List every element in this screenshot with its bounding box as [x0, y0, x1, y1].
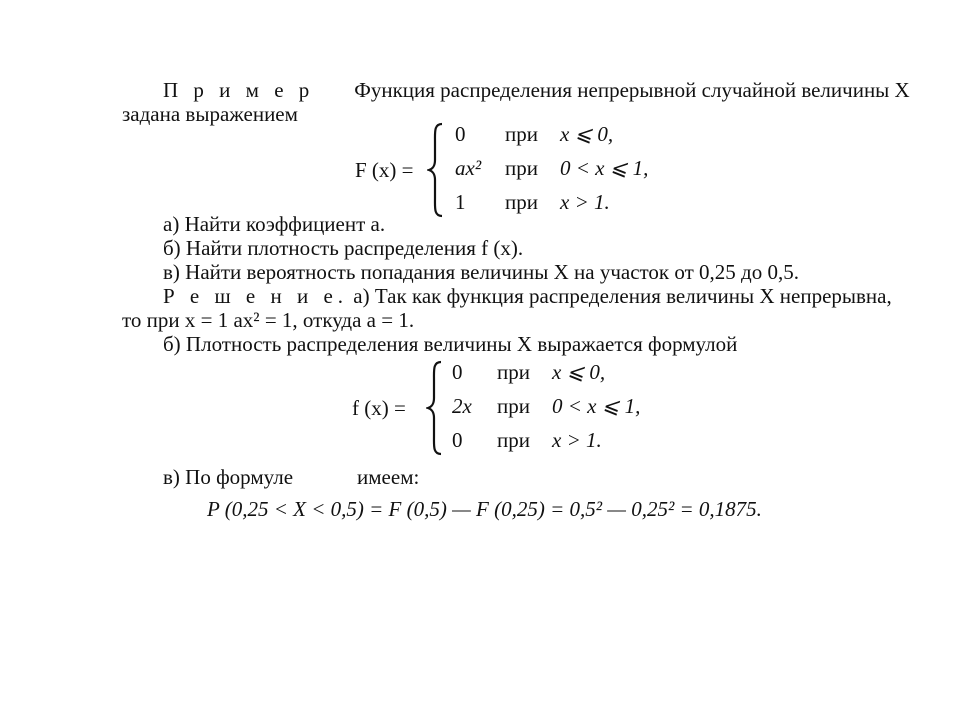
solution-text-1: а) Так как функция распределения величины X непрерывна,: [353, 284, 892, 308]
part-c-line: [163, 464, 419, 490]
solution-label: Р е ш е н и е.: [163, 284, 349, 308]
cdf-row-2-word: при: [505, 156, 538, 180]
pdf-formula: [352, 356, 672, 460]
example-label: П р и м е р: [163, 78, 315, 102]
solution-line-1: [163, 283, 892, 309]
pdf-row-3-cond: x > 1.: [552, 428, 602, 452]
task-b: б) Найти плотность распределения f (x).: [163, 236, 524, 260]
left-brace-icon: [427, 122, 445, 218]
intro-line-2: задана выражением: [122, 102, 298, 126]
task-c: в) Найти вероятность попадания величины X на участок от 0,25 до 0,5.: [163, 260, 799, 284]
pdf-row-1-word: при: [497, 360, 530, 384]
pdf-row-2-value: 2x: [452, 394, 472, 418]
intro-line-1: [163, 77, 910, 103]
solution-line-3: б) Плотность распределения величины X выражается формулой: [163, 332, 738, 356]
cdf-row-3-word: при: [505, 190, 538, 214]
solution-line-2: то при x = 1 ax² = 1, откуда a = 1.: [122, 308, 415, 332]
pdf-row-1-value: 0: [452, 360, 463, 384]
part-c-suffix: имеем:: [357, 465, 420, 489]
pdf-row-1-cond: x ⩽ 0,: [552, 360, 606, 384]
cdf-row-1-value: 0: [455, 122, 466, 146]
left-brace-icon: [426, 360, 444, 456]
pdf-row-2-word: при: [497, 394, 530, 418]
cdf-formula: [355, 118, 675, 222]
task-a: а) Найти коэффициент a.: [163, 212, 386, 236]
cdf-row-3-value: 1: [455, 190, 466, 214]
pdf-lhs: f (x) =: [352, 396, 406, 420]
cdf-row-1-cond: x ⩽ 0,: [560, 122, 614, 146]
cdf-row-2-cond: 0 < x ⩽ 1,: [560, 156, 649, 180]
cdf-row-1-word: при: [505, 122, 538, 146]
cdf-row-2-value: ax²: [455, 156, 482, 180]
cdf-lhs: F (x) =: [355, 158, 414, 182]
intro-text-1: Функция распределения непрерывной случайной величины X: [354, 78, 910, 102]
final-equation: P (0,25 < X < 0,5) = F (0,5) — F (0,25) = 0,5² — 0,25² = 0,1875.: [207, 497, 762, 521]
part-c-prefix: в) По формуле: [163, 465, 294, 489]
pdf-row-2-cond: 0 < x ⩽ 1,: [552, 394, 641, 418]
cdf-row-3-cond: x > 1.: [560, 190, 610, 214]
pdf-row-3-value: 0: [452, 428, 463, 452]
pdf-row-3-word: при: [497, 428, 530, 452]
